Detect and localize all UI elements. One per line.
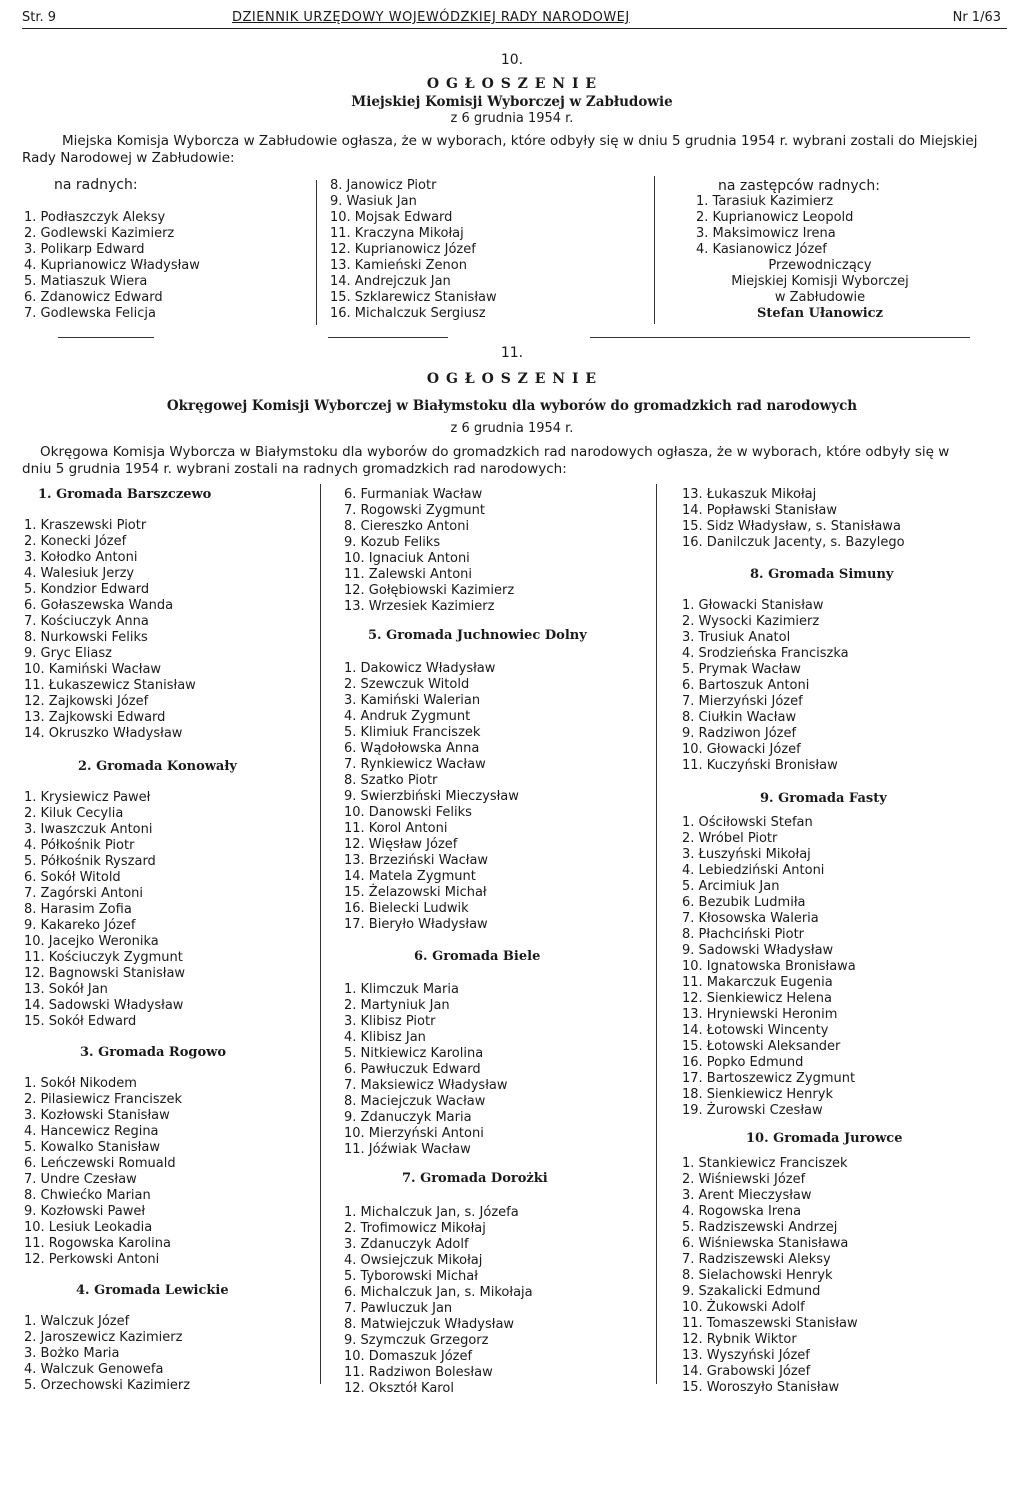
list-item: 16. Popko Edmund bbox=[682, 1055, 804, 1070]
list-item: 14. Okruszko Władysław bbox=[24, 726, 183, 741]
list-item: 4. Lebiedziński Antoni bbox=[682, 863, 825, 878]
list-item: 9. Kakareko Józef bbox=[24, 918, 136, 933]
list-item: 6. Sokół Witold bbox=[24, 870, 121, 885]
list-item: 1. Sokół Nikodem bbox=[24, 1076, 137, 1091]
list-item: 11. Kraczyna Mikołaj bbox=[330, 226, 464, 241]
list-item: 12. Bagnowski Stanisław bbox=[24, 966, 186, 981]
signature-block bbox=[690, 258, 950, 322]
list-item: 1. Głowacki Stanisław bbox=[682, 598, 824, 613]
group-list-barszczewo bbox=[24, 518, 196, 742]
list-item: 12. Kuprianowicz Józef bbox=[330, 242, 476, 257]
group-list-dorozki-continued bbox=[682, 487, 905, 551]
list-item: 6. Wądołowska Anna bbox=[344, 741, 480, 756]
group-heading-fasty: 9. Gromada Fasty bbox=[760, 791, 887, 806]
list-item: 9. Swierzbiński Mieczysław bbox=[344, 789, 519, 804]
list-item: 8. Chwiećko Marian bbox=[24, 1188, 151, 1203]
journal-title: DZIENNIK URZĘDOWY WOJEWÓDZKIEJ RADY NARODOWEJ bbox=[232, 10, 630, 25]
list-item: 12. Więsław Józef bbox=[344, 837, 458, 852]
list-item: 2. Kuprianowicz Leopold bbox=[696, 210, 854, 225]
page-header bbox=[22, 6, 1007, 29]
list-item: 2. Wiśniewski Józef bbox=[682, 1172, 806, 1187]
list-item: 7. Rogowski Zygmunt bbox=[344, 503, 485, 518]
list-item: 11. Korol Antoni bbox=[344, 821, 448, 836]
list-item: 13. Wyszyński Józef bbox=[682, 1348, 810, 1363]
list-item: 5. Matiaszuk Wiera bbox=[24, 274, 148, 289]
list-item: 4. Srodzieńska Franciszka bbox=[682, 646, 849, 661]
list-item: 5. Orzechowski Kazimierz bbox=[24, 1378, 191, 1393]
group-list-juchnowiec-dolny bbox=[344, 661, 519, 933]
group-heading-dorozki: 7. Gromada Dorożki bbox=[402, 1171, 548, 1186]
list-item: 9. Wasiuk Jan bbox=[330, 194, 417, 209]
list-item: 11. Jóźwiak Wacław bbox=[344, 1142, 471, 1157]
list-item: 7. Kościuczyk Anna bbox=[24, 614, 149, 629]
group-heading-barszczewo: 1. Gromada Barszczewo bbox=[38, 487, 212, 502]
list-item: 8. Płachciński Piotr bbox=[682, 927, 805, 942]
column-divider bbox=[320, 484, 321, 1384]
list-item: 15. Szklarewicz Stanisław bbox=[330, 290, 497, 305]
list-item: 3. Kozłowski Stanisław bbox=[24, 1108, 170, 1123]
substitutes-list bbox=[696, 194, 853, 258]
page-number: Str. 9 bbox=[22, 10, 57, 25]
list-item: 3. Kołodko Antoni bbox=[24, 550, 138, 565]
list-item: 10. Głowacki Józef bbox=[682, 742, 801, 757]
list-item: 11. Kuczyński Bronisław bbox=[682, 758, 838, 773]
list-item: 2. Konecki Józef bbox=[24, 534, 127, 549]
list-item: 5. Nitkiewicz Karolina bbox=[344, 1046, 484, 1061]
list-item: 7. Undre Czesław bbox=[24, 1172, 137, 1187]
list-item: 12. Perkowski Antoni bbox=[24, 1252, 160, 1267]
list-item: 15. Woroszyło Stanisław bbox=[682, 1380, 840, 1395]
list-item: 13. Zajkowski Edward bbox=[24, 710, 166, 725]
list-item: 9. Szymczuk Grzegorz bbox=[344, 1333, 489, 1348]
list-item: 14. Popławski Stanisław bbox=[682, 503, 837, 518]
list-item: 7. Pawluczuk Jan bbox=[344, 1301, 453, 1316]
list-item: 12. Zajkowski Józef bbox=[24, 694, 149, 709]
list-item: 12. Oksztół Karol bbox=[344, 1381, 454, 1396]
list-item: 11. Tomaszewski Stanisław bbox=[682, 1316, 858, 1331]
signature-role: w Zabłudowie bbox=[774, 290, 866, 305]
separator bbox=[328, 337, 448, 338]
group-list-lewickie-continued bbox=[344, 487, 514, 615]
list-item: 1. Tarasiuk Kazimierz bbox=[696, 194, 834, 209]
list-item: 9. Sadowski Władysław bbox=[682, 943, 834, 958]
list-item: 8. Matwiejczuk Władysław bbox=[344, 1317, 515, 1332]
column-divider bbox=[654, 176, 655, 324]
list-item: 7. Zagórski Antoni bbox=[24, 886, 144, 901]
list-item: 3. Bożko Maria bbox=[24, 1346, 120, 1361]
list-item: 2. Kiluk Cecylia bbox=[24, 806, 124, 821]
list-item: 17. Bartoszewicz Zygmunt bbox=[682, 1071, 856, 1086]
list-item: 12. Gołębiowski Kazimierz bbox=[344, 583, 515, 598]
list-item: 10. Ignaciuk Antoni bbox=[344, 551, 470, 566]
list-item: 9. Szakalicki Edmund bbox=[682, 1284, 821, 1299]
issue-number: Nr 1/63 bbox=[952, 10, 1001, 25]
list-item: 1. Dakowicz Władysław bbox=[344, 661, 496, 676]
section-11-number: 11. bbox=[500, 345, 524, 361]
section-11-date: z 6 grudnia 1954 r. bbox=[450, 421, 574, 436]
list-item: 16. Michalczuk Sergiusz bbox=[330, 306, 486, 321]
list-item: 5. Tyborowski Michał bbox=[344, 1269, 478, 1284]
list-item: 10. Kamiński Wacław bbox=[24, 662, 162, 677]
group-list-rogowo bbox=[24, 1076, 182, 1268]
list-item: 4. Walczuk Genowefa bbox=[24, 1362, 164, 1377]
list-item: 6. Wiśniewska Stanisława bbox=[682, 1236, 849, 1251]
list-item: 14. Matela Zygmunt bbox=[344, 869, 476, 884]
list-item: 4. Hancewicz Regina bbox=[24, 1124, 159, 1139]
list-item: 5. Klimiuk Franciszek bbox=[344, 725, 481, 740]
section-10-date: z 6 grudnia 1954 r. bbox=[450, 111, 574, 126]
councillors-list bbox=[24, 210, 200, 322]
list-item: 7. Kłosowska Waleria bbox=[682, 911, 819, 926]
section-11-title: O G Ł O S Z E N I E bbox=[426, 371, 598, 387]
list-item: 14. Andrejczuk Jan bbox=[330, 274, 451, 289]
separator bbox=[58, 337, 154, 338]
list-item: 10. Jacejko Weronika bbox=[24, 934, 159, 949]
list-item: 16. Danilczuk Jacenty, s. Bazylego bbox=[682, 535, 905, 550]
group-heading-juchnowiec-dolny: 5. Gromada Juchnowiec Dolny bbox=[368, 628, 587, 643]
list-item: 4. Kuprianowicz Władysław bbox=[24, 258, 200, 273]
list-item: 11. Zalewski Antoni bbox=[344, 567, 473, 582]
list-item: 8. Maciejczuk Wacław bbox=[344, 1094, 486, 1109]
group-list-dorozki bbox=[344, 1205, 533, 1397]
list-item: 10. Danowski Feliks bbox=[344, 805, 472, 820]
list-item: 7. Mierzyński Józef bbox=[682, 694, 803, 709]
list-item: 15. Żelazowski Michał bbox=[344, 885, 487, 900]
list-item: 15. Łotowski Aleksander bbox=[682, 1039, 841, 1054]
list-item: 19. Żurowski Czesław bbox=[682, 1103, 823, 1118]
councillors-heading: na radnych: bbox=[54, 177, 138, 193]
list-item: 1. Krysiewicz Paweł bbox=[24, 790, 151, 805]
list-item: 4. Walesiuk Jerzy bbox=[24, 566, 135, 581]
list-item: 3. Klibisz Piotr bbox=[344, 1014, 436, 1029]
list-item: 8. Janowicz Piotr bbox=[330, 178, 437, 193]
list-item: 6. Pawłuczuk Edward bbox=[344, 1062, 481, 1077]
list-item: 3. Łuszyński Mikołaj bbox=[682, 847, 811, 862]
list-item: 8. Harasim Zofia bbox=[24, 902, 132, 917]
list-item: 7. Radziszewski Aleksy bbox=[682, 1252, 831, 1267]
list-item: 1. Stankiewicz Franciszek bbox=[682, 1156, 848, 1171]
list-item: 12. Rybnik Wiktor bbox=[682, 1332, 797, 1347]
section-10-subtitle: Miejskiej Komisji Wyborczej w Zabłudowie bbox=[351, 94, 673, 110]
list-item: 1. Podłaszczyk Aleksy bbox=[24, 210, 166, 225]
group-list-konowaly bbox=[24, 790, 185, 1030]
list-item: 5. Półkośnik Ryszard bbox=[24, 854, 156, 869]
group-heading-lewickie: 4. Gromada Lewickie bbox=[76, 1283, 229, 1298]
list-item: 1. Klimczuk Maria bbox=[344, 982, 459, 997]
list-item: 10. Ignatowska Bronisława bbox=[682, 959, 856, 974]
list-item: 13. Sokół Jan bbox=[24, 982, 108, 997]
list-item: 2. Szewczuk Witold bbox=[344, 677, 470, 692]
list-item: 5. Arcimiuk Jan bbox=[682, 879, 780, 894]
group-list-biele bbox=[344, 982, 508, 1158]
group-heading-simuny: 8. Gromada Simuny bbox=[750, 567, 894, 582]
substitutes-heading: na zastępców radnych: bbox=[718, 178, 880, 194]
list-item: 8. Ciułkin Wacław bbox=[682, 710, 797, 725]
column-divider bbox=[656, 484, 657, 1384]
group-heading-biele: 6. Gromada Biele bbox=[414, 949, 541, 964]
list-item: 3. Arent Mieczysław bbox=[682, 1188, 812, 1203]
list-item: 11. Łukaszewicz Stanisław bbox=[24, 678, 196, 693]
list-item: 5. Kowalko Stanisław bbox=[24, 1140, 160, 1155]
list-item: 6. Michalczuk Jan, s. Mikołaja bbox=[344, 1285, 533, 1300]
list-item: 4. Półkośnik Piotr bbox=[24, 838, 135, 853]
list-item: 18. Sienkiewicz Henryk bbox=[682, 1087, 833, 1102]
list-item: 14. Grabowski Józef bbox=[682, 1364, 811, 1379]
list-item: 7. Maksiewicz Władysław bbox=[344, 1078, 508, 1093]
list-item: 3. Maksimowicz Irena bbox=[696, 226, 836, 241]
list-item: 1. Kraszewski Piotr bbox=[24, 518, 147, 533]
list-item: 4. Rogowska Irena bbox=[682, 1204, 802, 1219]
list-item: 1. Ościłowski Stefan bbox=[682, 815, 813, 830]
section-11-intro: Okręgowa Komisja Wyborcza w Białymstoku dla wyborów do gromadzkich rad narodowych ogłasza, że w wyborach, które odbyły się w dniu 5 grudnia 1954 r. wybrani zostali na radnych gromadzkich rad narodowych: bbox=[22, 444, 950, 477]
list-item: 2. Jaroszewicz Kazimierz bbox=[24, 1330, 183, 1345]
separator bbox=[590, 337, 970, 338]
group-list-fasty bbox=[682, 815, 856, 1119]
list-item: 10. Mierzyński Antoni bbox=[344, 1126, 484, 1141]
signature-name: Stefan Ułanowicz bbox=[757, 306, 883, 321]
list-item: 9. Zdanuczyk Maria bbox=[344, 1110, 472, 1125]
list-item: 5. Prymak Wacław bbox=[682, 662, 801, 677]
list-item: 1. Walczuk Józef bbox=[24, 1314, 130, 1329]
list-item: 2. Godlewski Kazimierz bbox=[24, 226, 175, 241]
section-10-title: O G Ł O S Z E N I E bbox=[426, 76, 598, 92]
list-item: 3. Trusiuk Anatol bbox=[682, 630, 791, 645]
list-item: 13. Kamieński Zenon bbox=[330, 258, 467, 273]
list-item: 10. Żukowski Adolf bbox=[682, 1300, 805, 1315]
list-item: 4. Andruk Zygmunt bbox=[344, 709, 471, 724]
list-item: 13. Wrzesiek Kazimierz bbox=[344, 599, 495, 614]
group-list-jurowce bbox=[682, 1156, 858, 1396]
list-item: 3. Zdanuczyk Adolf bbox=[344, 1237, 469, 1252]
list-item: 4. Klibisz Jan bbox=[344, 1030, 426, 1045]
group-heading-jurowce: 10. Gromada Jurowce bbox=[746, 1131, 903, 1146]
list-item: 6. Zdanowicz Edward bbox=[24, 290, 163, 305]
list-item: 6. Bartoszuk Antoni bbox=[682, 678, 810, 693]
list-item: 3. Polikarp Edward bbox=[24, 242, 145, 257]
section-11-subtitle: Okręgowej Komisji Wyborczej w Białymstoku dla wyborów do gromadzkich rad narodowych bbox=[166, 398, 858, 414]
list-item: 5. Radziszewski Andrzej bbox=[682, 1220, 838, 1235]
list-item: 13. Łukaszuk Mikołaj bbox=[682, 487, 817, 502]
list-item: 8. Nurkowski Feliks bbox=[24, 630, 148, 645]
list-item: 2. Trofimowicz Mikołaj bbox=[344, 1221, 486, 1236]
column-divider bbox=[316, 180, 317, 325]
group-heading-konowaly: 2. Gromada Konowały bbox=[78, 759, 237, 774]
group-list-simuny bbox=[682, 598, 849, 774]
signature-role: Miejskiej Komisji Wyborczej bbox=[731, 274, 909, 289]
list-item: 11. Radziwon Bolesław bbox=[344, 1365, 493, 1380]
list-item: 6. Bezubik Ludmiła bbox=[682, 895, 806, 910]
list-item: 10. Domaszuk Józef bbox=[344, 1349, 473, 1364]
section-10-number: 10. bbox=[500, 52, 524, 68]
list-item: 2. Wysocki Kazimierz bbox=[682, 614, 820, 629]
group-list-lewickie bbox=[24, 1314, 190, 1394]
group-heading-rogowo: 3. Gromada Rogowo bbox=[80, 1045, 227, 1060]
list-item: 15. Sidz Władysław, s. Stanisława bbox=[682, 519, 901, 534]
list-item: 2. Martyniuk Jan bbox=[344, 998, 450, 1013]
list-item: 7. Godlewska Felicja bbox=[24, 306, 156, 321]
list-item: 8. Ciereszko Antoni bbox=[344, 519, 470, 534]
list-item: 8. Szatko Piotr bbox=[344, 773, 438, 788]
section-10-intro: Miejska Komisja Wyborcza w Zabłudowie ogłasza, że w wyborach, które odbyły się w dniu 5 grudnia 1954 r. wybrani zostali do Miejskiej Rady Narodowej w Zabłudowie: bbox=[22, 133, 978, 166]
list-item: 6. Gołaszewska Wanda bbox=[24, 598, 174, 613]
list-item: 2. Wróbel Piotr bbox=[682, 831, 778, 846]
list-item: 16. Bielecki Ludwik bbox=[344, 901, 469, 916]
list-item: 5. Kondzior Edward bbox=[24, 582, 150, 597]
list-item: 4. Kasianowicz Józef bbox=[696, 242, 827, 257]
list-item: 6. Leńczewski Romuald bbox=[24, 1156, 176, 1171]
list-item: 9. Kozłowski Paweł bbox=[24, 1204, 146, 1219]
list-item: 9. Kozub Feliks bbox=[344, 535, 441, 550]
list-item: 11. Makarczuk Eugenia bbox=[682, 975, 833, 990]
list-item: 8. Sielachowski Henryk bbox=[682, 1268, 833, 1283]
list-item: 2. Pilasiewicz Franciszek bbox=[24, 1092, 182, 1107]
list-item: 10. Lesiuk Leokadia bbox=[24, 1220, 153, 1235]
list-item: 9. Radziwon Józef bbox=[682, 726, 797, 741]
list-item: 11. Rogowska Karolina bbox=[24, 1236, 171, 1251]
list-item: 14. Sadowski Władysław bbox=[24, 998, 184, 1013]
list-item: 11. Kościuczyk Zygmunt bbox=[24, 950, 183, 965]
list-item: 9. Gryc Eliasz bbox=[24, 646, 112, 661]
councillors-list-continued bbox=[330, 178, 497, 322]
list-item: 17. Bieryło Władysław bbox=[344, 917, 488, 932]
list-item: 3. Iwaszczuk Antoni bbox=[24, 822, 153, 837]
list-item: 10. Mojsak Edward bbox=[330, 210, 453, 225]
list-item: 1. Michalczuk Jan, s. Józefa bbox=[344, 1205, 519, 1220]
list-item: 13. Hryniewski Heronim bbox=[682, 1007, 838, 1022]
list-item: 7. Rynkiewicz Wacław bbox=[344, 757, 486, 772]
list-item: 3. Kamiński Walerian bbox=[344, 693, 481, 708]
list-item: 13. Brzeziński Wacław bbox=[344, 853, 489, 868]
signature-role: Przewodniczący bbox=[768, 258, 872, 273]
list-item: 4. Owsiejczuk Mikołaj bbox=[344, 1253, 483, 1268]
list-item: 12. Sienkiewicz Helena bbox=[682, 991, 832, 1006]
list-item: 14. Łotowski Wincenty bbox=[682, 1023, 829, 1038]
list-item: 15. Sokół Edward bbox=[24, 1014, 137, 1029]
list-item: 6. Furmaniak Wacław bbox=[344, 487, 483, 502]
